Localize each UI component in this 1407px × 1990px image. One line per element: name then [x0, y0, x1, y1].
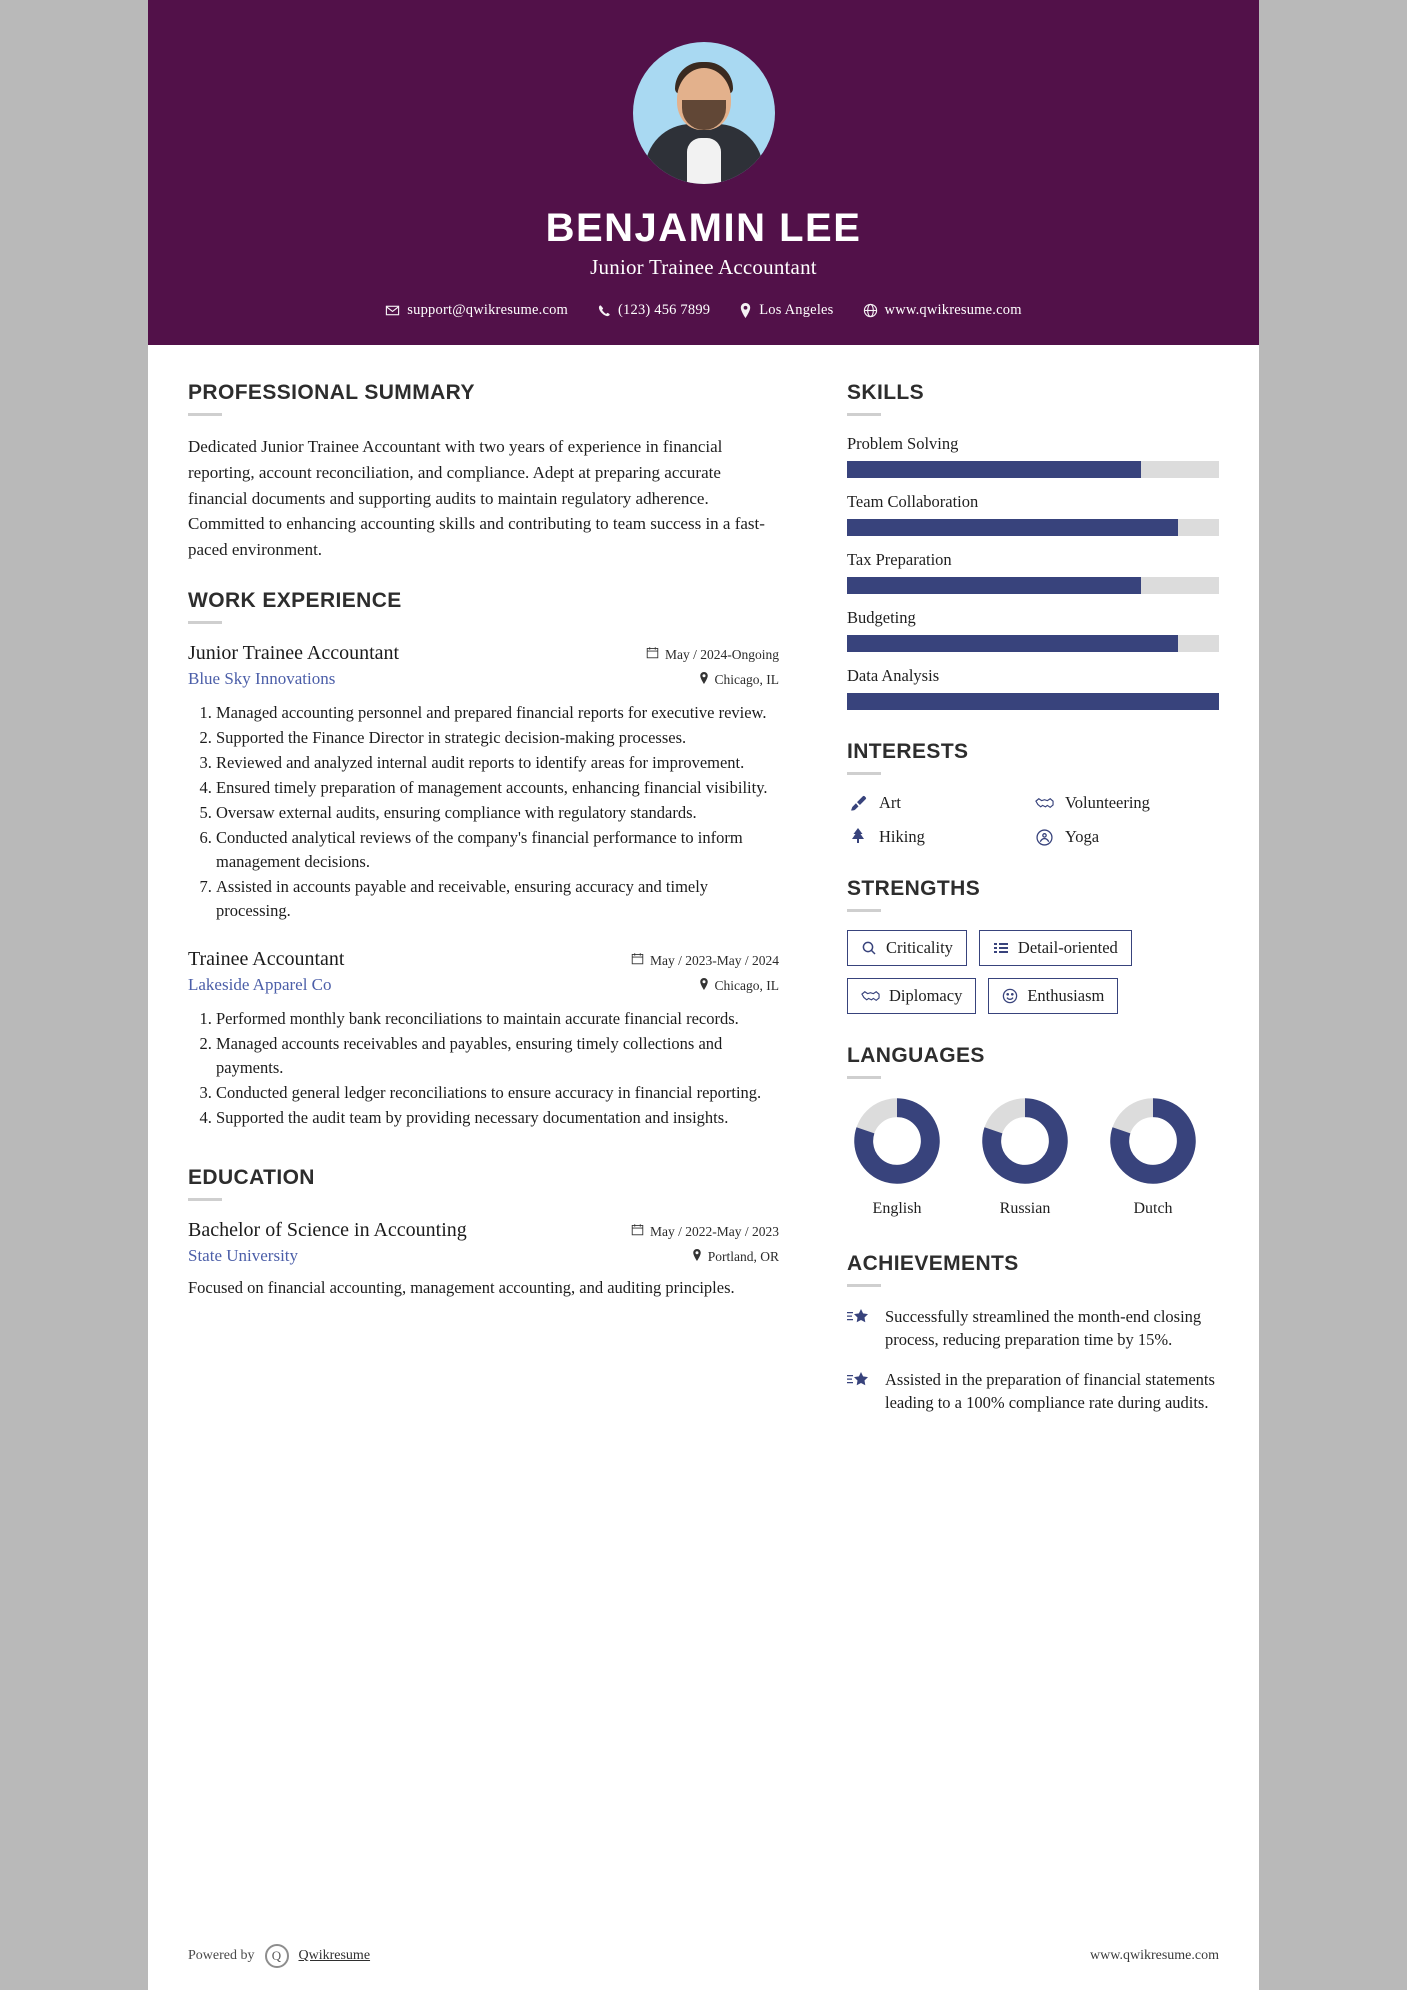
magnifier-icon: [861, 940, 877, 956]
list-item: 4. Ensured timely preparation of management accounts, enhancing financial visibility.: [216, 776, 779, 800]
language-donut: [981, 1097, 1069, 1185]
education-dates: [631, 1223, 779, 1240]
interest-label: Art: [879, 793, 901, 812]
achievement-text: Assisted in the preparation of financial statements leading to a 100% compliance rate during audits.: [885, 1369, 1215, 1413]
contact-email[interactable]: [385, 302, 568, 319]
interest-label: Hiking: [879, 827, 925, 846]
language-item: [1103, 1097, 1203, 1218]
powered-by: [188, 1944, 370, 1968]
interest-item: [847, 827, 1033, 847]
work-company[interactable]: Lakeside Apparel Co: [188, 975, 332, 995]
section-title-work: WORK EXPERIENCE: [188, 589, 402, 613]
work-company[interactable]: Blue Sky Innovations: [188, 669, 336, 689]
section-professional-summary: [188, 381, 779, 563]
skill-bar: [847, 519, 1219, 536]
paintbrush-icon: [847, 795, 869, 812]
work-entry: [188, 642, 779, 922]
education-school[interactable]: State University: [188, 1246, 299, 1266]
language-label: English: [872, 1200, 922, 1217]
section-divider: [188, 413, 222, 416]
list-item: 5. Oversaw external audits, ensuring compliance with regulatory standards.: [216, 801, 779, 825]
skill-item: [847, 608, 1219, 652]
summary-text: Dedicated Junior Trainee Accountant with two years of experience in financial reporting, account reconciliation, and compliance. Adept at preparing accurate financial documents and supporting audits to maintain regulatory adherence. Committed to enhancing accounting skills and contributing to team success in a fast-paced environment.: [188, 437, 765, 560]
qwikresume-brand-link[interactable]: Qwikresume: [298, 1948, 371, 1963]
section-achievements: [847, 1252, 1219, 1415]
language-label: Dutch: [1133, 1200, 1173, 1217]
education-location: [692, 1249, 779, 1265]
location-pin-icon: [699, 672, 709, 688]
work-dates-text: May / 2023-May / 2024: [650, 952, 779, 968]
avatar: [633, 42, 775, 184]
education-dates-text: May / 2022-May / 2023: [650, 1223, 779, 1239]
star-badge-icon: [847, 1305, 873, 1352]
skill-item: [847, 434, 1219, 478]
interest-item: [1033, 793, 1219, 813]
page-title: BENJAMIN LEE: [545, 206, 862, 250]
footer-url[interactable]: www.qwikresume.com: [1090, 1948, 1219, 1963]
interest-item: [1033, 827, 1219, 847]
work-role: Junior Trainee Accountant: [188, 642, 400, 665]
strength-chip: [979, 930, 1132, 966]
achievement-item: [847, 1368, 1219, 1415]
work-entry: [188, 948, 779, 1130]
left-column: [188, 381, 813, 1415]
section-title-interests: INTERESTS: [847, 740, 969, 763]
work-dates: [646, 646, 779, 663]
section-skills: [847, 381, 1219, 710]
interest-label: Volunteering: [1065, 793, 1150, 812]
envelope-icon: [385, 303, 400, 318]
section-divider: [847, 909, 881, 912]
achievement-item: [847, 1305, 1219, 1352]
work-dates: [631, 952, 779, 969]
skill-item: [847, 550, 1219, 594]
contact-location: [739, 302, 833, 319]
list-item: 6. Conducted analytical reviews of the company's financial performance to inform management decisions.: [216, 826, 779, 874]
work-bullets: [188, 1007, 779, 1130]
section-strengths: [847, 877, 1219, 1014]
phone-icon: [597, 304, 611, 318]
resume-page: [148, 0, 1259, 1990]
skill-item: [847, 492, 1219, 536]
section-title-strengths: STRENGTHS: [847, 877, 981, 900]
skill-bar: [847, 461, 1219, 478]
strength-label: Criticality: [886, 938, 953, 957]
job-title: Junior Trainee Accountant: [590, 255, 817, 279]
strength-label: Detail-oriented: [1017, 938, 1118, 957]
contact-website-text: www.qwikresume.com: [884, 302, 1022, 318]
powered-by-label: Powered by: [188, 1948, 255, 1963]
strength-chip: [847, 930, 967, 966]
list-icon: [993, 940, 1009, 956]
language-label: Russian: [999, 1200, 1051, 1217]
calendar-icon: [631, 1223, 644, 1240]
contact-row: [148, 302, 1259, 319]
contact-phone-text: (123) 456 7899: [618, 302, 711, 318]
list-item: 3. Reviewed and analyzed internal audit reports to identify areas for improvement.: [216, 751, 779, 775]
strength-chip: [988, 978, 1118, 1014]
section-divider: [188, 621, 222, 624]
language-donut: [853, 1097, 941, 1185]
section-title-skills: SKILLS: [847, 381, 925, 404]
globe-icon: [863, 303, 878, 318]
page-footer: [148, 1944, 1259, 1968]
location-pin-icon: [699, 978, 709, 994]
smiley-icon: [1002, 988, 1018, 1004]
contact-email-text: support@qwikresume.com: [407, 302, 569, 318]
tree-icon: [847, 828, 869, 846]
list-item: 1. Managed accounting personnel and prepared financial reports for executive review.: [216, 701, 779, 725]
language-item: [975, 1097, 1075, 1218]
interest-item: [847, 793, 1033, 813]
list-item: 7. Assisted in accounts payable and receivable, ensuring accuracy and timely processing.: [216, 875, 779, 923]
qwikresume-logo-icon: Q: [265, 1944, 289, 1968]
work-location: [699, 672, 779, 688]
skill-bar: [847, 693, 1219, 710]
calendar-icon: [631, 952, 644, 969]
section-divider: [847, 772, 881, 775]
achievement-text: Successfully streamlined the month-end closing process, reducing preparation time by 15%.: [885, 1307, 1202, 1350]
interest-label: Yoga: [1065, 827, 1100, 846]
strength-label: Diplomacy: [889, 986, 963, 1005]
star-badge-icon: [847, 1368, 873, 1415]
section-divider: [847, 1076, 881, 1079]
education-entry: [188, 1219, 779, 1300]
handshake-icon: [861, 989, 880, 1004]
contact-location-text: Los Angeles: [759, 302, 834, 318]
calendar-icon: [646, 646, 659, 663]
section-interests: [847, 740, 1219, 847]
language-item: [847, 1097, 947, 1218]
skill-label: Tax Preparation: [847, 550, 952, 569]
right-column: [813, 381, 1219, 1415]
skill-label: Budgeting: [847, 608, 916, 627]
skill-bar: [847, 635, 1219, 652]
list-item: 3. Conducted general ledger reconciliations to ensure accuracy in financial reporting.: [216, 1081, 779, 1105]
section-title-achievements: ACHIEVEMENTS: [847, 1252, 1019, 1275]
work-dates-text: May / 2024-Ongoing: [665, 646, 779, 662]
skill-label: Problem Solving: [847, 434, 959, 453]
location-pin-icon: [692, 1249, 702, 1265]
section-work-experience: [188, 589, 779, 1130]
location-pin-icon: [739, 303, 752, 318]
skill-bar: [847, 577, 1219, 594]
education-location-text: Portland, OR: [707, 1249, 779, 1265]
lotus-icon: [1033, 829, 1055, 846]
list-item: 2. Supported the Finance Director in strategic decision-making processes.: [216, 726, 779, 750]
section-education: [188, 1166, 779, 1300]
list-item: 4. Supported the audit team by providing necessary documentation and insights.: [216, 1106, 779, 1130]
handshake-icon: [1033, 796, 1055, 811]
strength-label: Enthusiasm: [1027, 986, 1105, 1005]
section-divider: [847, 1284, 881, 1287]
section-divider: [847, 413, 881, 416]
resume-header: [148, 0, 1259, 345]
section-title-languages: LANGUAGES: [847, 1044, 985, 1067]
work-location-text: Chicago, IL: [714, 672, 779, 688]
language-donut: [1109, 1097, 1197, 1185]
skill-label: Data Analysis: [847, 666, 940, 685]
contact-phone[interactable]: [597, 302, 710, 319]
skill-item: [847, 666, 1219, 710]
section-title-education: EDUCATION: [188, 1166, 315, 1190]
education-description: Focused on financial accounting, management accounting, and auditing principles.: [188, 1278, 735, 1298]
list-item: 2. Managed accounts receivables and payables, ensuring timely collections and payments.: [216, 1032, 779, 1080]
contact-website[interactable]: [863, 302, 1022, 319]
resume-body: [148, 345, 1259, 1415]
skill-label: Team Collaboration: [847, 492, 979, 511]
list-item: 1. Performed monthly bank reconciliations to maintain accurate financial records.: [216, 1007, 779, 1031]
work-role: Trainee Accountant: [188, 948, 345, 971]
section-divider: [188, 1198, 222, 1201]
education-degree: Bachelor of Science in Accounting: [188, 1219, 467, 1242]
section-title-summary: PROFESSIONAL SUMMARY: [188, 381, 475, 404]
work-location: [699, 978, 779, 994]
work-location-text: Chicago, IL: [714, 978, 779, 994]
work-bullets: [188, 701, 779, 922]
section-languages: [847, 1044, 1219, 1218]
strength-chip: [847, 978, 976, 1014]
